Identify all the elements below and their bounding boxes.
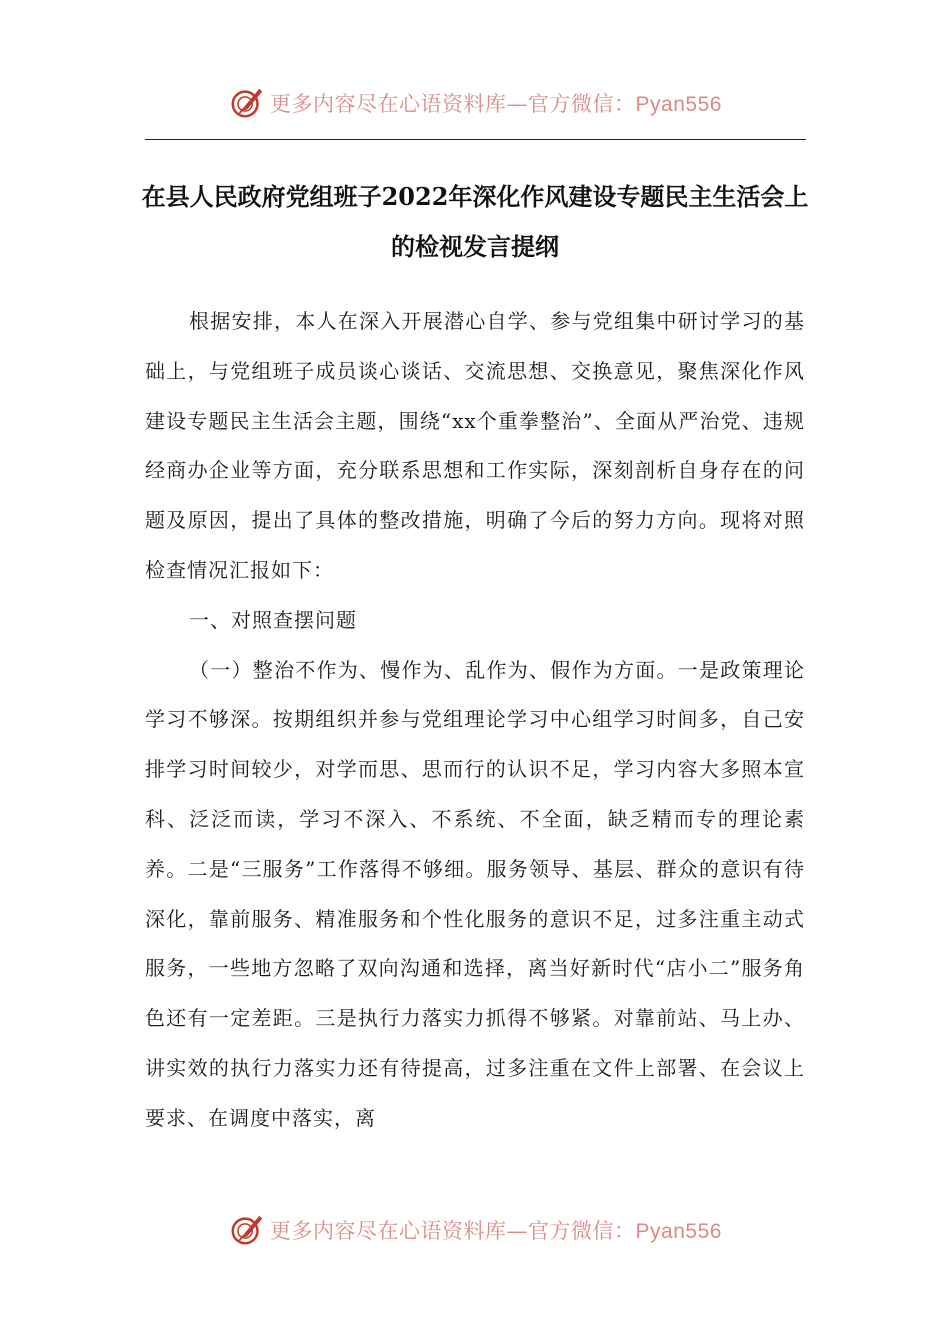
intro-paragraph: 根据安排，本人在深入开展潜心自学、参与党组集中研讨学习的基础上，与党组班子成员谈心谈话、交流思想、交换意见，聚焦深化作风建设专题民主生活会主题，围绕“xx个重拳整治”、全面从严治党、违规经商办企业等方面，充分联系思想和工作实际，深刻剖析自身存在的问题及原因，提出了具体的整改措施，明确了今后的努力方向。现将对照检查情况汇报如下： [145,309,805,582]
wechat-handle: Pyan556 [635,1220,722,1243]
header-divider [145,139,806,140]
footer-banner [0,1208,950,1252]
banner-text: 更多内容尽在心语资料库—官方微信：Pyan556 [270,92,722,116]
document-title: 在县人民政府党组班子2022年深化作风建设专题民主生活会上的检视发言提纲 [141,182,809,261]
wechat-handle: Pyan556 [635,93,722,116]
quill-pen-logo-icon [228,1211,266,1249]
banner-text: 更多内容尽在心语资料库—官方微信：Pyan556 [270,1219,722,1243]
section-heading: 一、对照查摆问题 [189,607,357,632]
quill-pen-logo-icon [228,84,266,122]
body-paragraph: （一）整治不作为、慢作为、乱作为、假作为方面。一是政策理论学习不够深。按期组织并参与党组理论学习中心组学习时间多，自己安排学习时间较少，对学而思、思而行的认识不足，学习内容大多照本宣科、泛泛而读，学习不深入、不系统、不全面，缺乏精而专的理论素养。二是“三服务”工作落得不够细。服务领导、基层、群众的意识有待深化，靠前服务、精准服务和个性化服务的意识不足，过多注重主动式服务，一些地方忽略了双向沟通和选择，离当好新时代“店小二”服务角色还有一定差距。三是执行力落实力抓得不够紧。对靠前站、马上办、讲实效的执行力落实力还有待提高，过多注重在文件上部署、在会议上要求、在调度中落实，离 [145,657,805,1130]
document-body [145,297,805,1144]
header-banner [0,81,950,125]
